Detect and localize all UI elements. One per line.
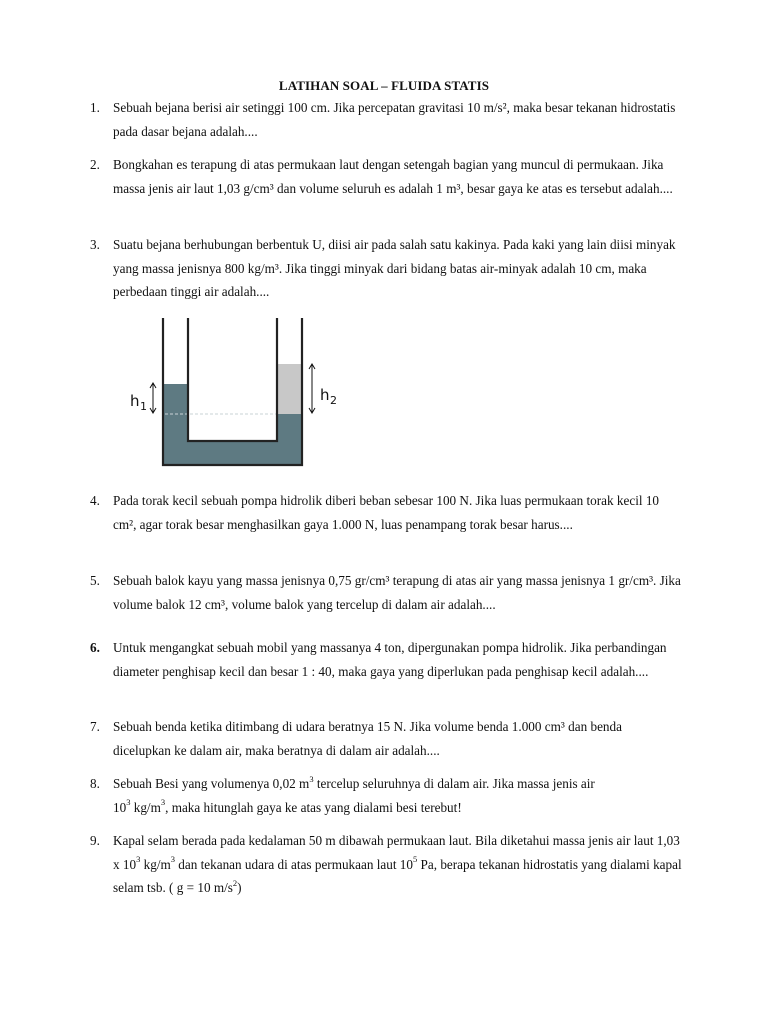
question-number: 7. bbox=[90, 719, 100, 734]
oil-column bbox=[277, 364, 302, 414]
h1-arrow bbox=[150, 383, 156, 413]
label-h1: h bbox=[130, 392, 140, 410]
question-number: 4. bbox=[90, 493, 100, 508]
question-number: 5. bbox=[90, 573, 100, 588]
question-9 bbox=[90, 829, 690, 900]
question-number: 2. bbox=[90, 157, 100, 172]
question-7 bbox=[90, 715, 690, 762]
question-text: Pada torak kecil sebuah pompa hidrolik diberi beban sebesar 100 N. Jika luas permukaan torak kecil 10 cm², agar torak besar menghasilkan gaya 1.000 N, luas penampang torak besar harus.... bbox=[113, 493, 660, 532]
page-title: LATIHAN SOAL – FLUIDA STATIS bbox=[278, 78, 490, 93]
question-text: Kapal selam berada pada kedalaman 50 m dibawah permukaan laut. Bila diketahui massa jenis air laut 1,03 x $10^3$ $kg/m^3$ dan tekanan udara di atas permukaan laut $10^5$ Pa, berapa tekanan hidrostatis yang dialami kapal selam tsb. ( g = 10 $m/s^2$) bbox=[113, 833, 682, 895]
h2-arrow bbox=[309, 364, 315, 413]
question-text: Sebuah benda ketika ditimbang di udara beratnya 15 N. Jika volume benda 1.000 cm³ dan benda dicelupkan ke dalam air, maka beratnya di dalam air adalah.... bbox=[113, 719, 622, 758]
question-4 bbox=[90, 489, 690, 536]
question-2 bbox=[90, 153, 690, 200]
question-number: 6. bbox=[90, 640, 100, 655]
question-6 bbox=[90, 636, 690, 683]
question-number: 1. bbox=[90, 100, 100, 115]
tube-inner-wall bbox=[188, 318, 277, 441]
label-h2: h bbox=[320, 386, 330, 404]
label-h1-sub: 1 bbox=[140, 400, 147, 413]
u-tube-diagram bbox=[125, 312, 355, 472]
question-1 bbox=[90, 96, 690, 143]
question-number: 8. bbox=[90, 776, 100, 791]
question-text: Untuk mengangkat sebuah mobil yang massanya 4 ton, dipergunakan pompa hidrolik. Jika perbandingan diameter penghisap kecil dan besar 1 : 40, maka gaya yang diperlukan pada penghisap kecil adalah.... bbox=[113, 640, 667, 679]
question-text: Sebuah Besi yang volumenya 0,02 $m^3$ tercelup seluruhnya di dalam air. Jika massa jenis air $10^3$ $kg/m^3$, maka hitunglah gaya ke atas yang dialami besi terebut! bbox=[113, 773, 595, 815]
question-text: Sebuah bejana berisi air setinggi 100 cm. Jika percepatan gravitasi 10 m/s², maka besar tekanan hidrostatis pada dasar bejana adalah.... bbox=[113, 100, 676, 139]
question-text: Bongkahan es terapung di atas permukaan laut dengan setengah bagian yang muncul di permukaan. Jika massa jenis air laut 1,03 g/cm³ dan volume seluruh es adalah 1 m³, besar gaya ke atas es tersebut adalah.... bbox=[113, 157, 673, 196]
question-8 bbox=[90, 772, 690, 819]
label-h2-sub: 2 bbox=[330, 394, 337, 407]
question-text: Suatu bejana berhubungan berbentuk U, diisi air pada salah satu kakinya. Pada kaki yang lain diisi minyak yang massa jenisnya 800 kg/m³. Jika tinggi minyak dari bidang batas air-minyak adalah 10 cm, maka perbedaan tinggi air adalah.... bbox=[113, 237, 676, 299]
question-number: 9. bbox=[90, 833, 100, 848]
question-3 bbox=[90, 233, 690, 304]
question-5 bbox=[90, 569, 690, 616]
question-text: Sebuah balok kayu yang massa jenisnya 0,75 gr/cm³ terapung di atas air yang massa jenisnya 1 gr/cm³. Jika volume balok 12 cm³, volume balok yang tercelup di dalam air adalah.... bbox=[113, 573, 681, 612]
question-number: 3. bbox=[90, 237, 100, 252]
